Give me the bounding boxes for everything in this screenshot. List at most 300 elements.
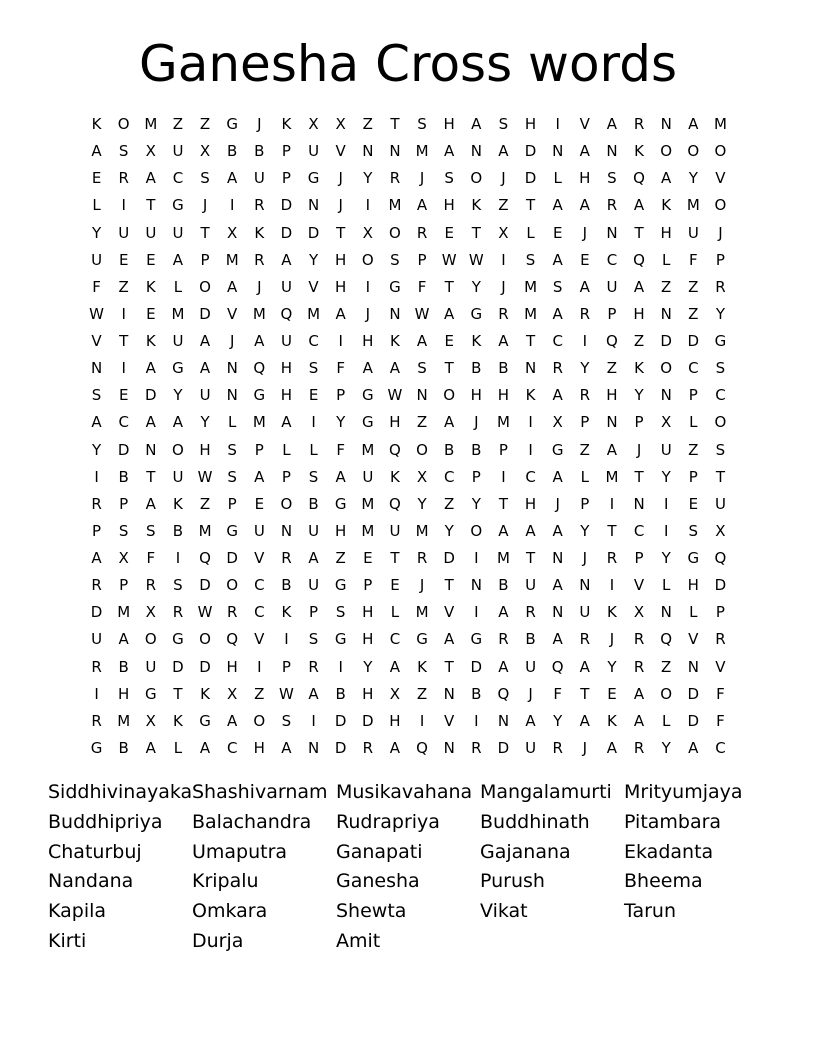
grid-cell[interactable]: Z (118, 277, 129, 296)
grid-cell[interactable]: A (444, 304, 455, 323)
grid-cell[interactable]: X (118, 549, 129, 568)
grid-cell[interactable]: X (498, 223, 509, 242)
grid-cell[interactable]: S (552, 277, 563, 296)
grid-cell[interactable]: I (94, 684, 99, 703)
grid-cell[interactable]: C (172, 169, 184, 188)
grid-cell[interactable]: K (634, 359, 644, 378)
grid-cell[interactable]: P (634, 549, 644, 568)
grid-cell[interactable]: X (227, 684, 238, 703)
grid-cell[interactable]: B (254, 142, 265, 161)
grid-cell[interactable]: N (470, 576, 482, 595)
grid-cell[interactable]: V (254, 630, 265, 649)
grid-cell[interactable]: K (390, 332, 400, 351)
grid-cell[interactable]: D (226, 549, 238, 568)
grid-cell[interactable]: N (145, 440, 157, 459)
grid-cell[interactable]: A (606, 440, 618, 459)
grid-cell[interactable]: S (308, 467, 319, 486)
grid-cell[interactable]: I (365, 196, 371, 215)
grid-cell[interactable]: G (362, 386, 374, 405)
grid-cell[interactable]: H (443, 115, 455, 134)
grid-cell[interactable]: W (441, 250, 457, 269)
grid-cell[interactable]: G (172, 630, 184, 649)
grid-cell[interactable]: V (335, 142, 346, 161)
grid-cell[interactable]: V (444, 711, 455, 730)
grid-cell[interactable]: D (524, 169, 537, 188)
grid-cell[interactable]: P (363, 576, 373, 595)
grid-cell[interactable]: H (389, 711, 401, 730)
grid-cell[interactable]: J (419, 169, 425, 188)
grid-cell[interactable]: N (552, 142, 564, 161)
grid-cell[interactable]: C (606, 250, 618, 269)
grid-cell[interactable]: O (117, 115, 130, 134)
grid-cell[interactable]: N (660, 115, 672, 134)
grid-cell[interactable]: B (118, 467, 129, 486)
grid-cell[interactable]: R (633, 738, 645, 757)
grid-cell[interactable]: R (579, 630, 591, 649)
grid-cell[interactable]: C (633, 521, 645, 540)
grid-cell[interactable]: K (145, 277, 156, 296)
grid-cell[interactable]: I (94, 467, 99, 486)
grid-cell[interactable]: K (281, 603, 292, 622)
grid-cell[interactable]: A (199, 359, 211, 378)
grid-cell[interactable]: E (91, 169, 102, 188)
grid-cell[interactable]: C (552, 332, 563, 351)
grid-cell[interactable]: O (199, 277, 211, 296)
grid-cell[interactable]: J (229, 332, 235, 351)
grid-cell[interactable]: A (579, 711, 590, 730)
grid-cell[interactable]: G (334, 494, 347, 513)
grid-cell[interactable]: U (280, 332, 292, 351)
grid-cell[interactable]: K (607, 711, 617, 730)
grid-cell[interactable]: I (284, 630, 289, 649)
grid-cell[interactable]: C (226, 738, 238, 757)
grid-cell[interactable]: U (280, 277, 292, 296)
grid-cell[interactable]: V (227, 304, 238, 323)
grid-cell[interactable]: A (362, 359, 373, 378)
grid-cell[interactable]: O (280, 494, 293, 513)
grid-cell[interactable]: S (146, 521, 156, 540)
grid-cell[interactable]: P (227, 494, 237, 513)
grid-cell[interactable]: L (173, 738, 183, 757)
grid-cell[interactable]: A (145, 169, 156, 188)
grid-cell[interactable]: A (199, 738, 211, 757)
grid-cell[interactable]: E (390, 576, 400, 595)
grid-cell[interactable]: U (660, 440, 672, 459)
grid-cell[interactable]: H (118, 684, 130, 703)
grid-cell[interactable]: H (226, 657, 238, 676)
grid-cell[interactable]: Z (416, 684, 428, 703)
grid-cell[interactable]: Y (363, 169, 373, 188)
grid-cell[interactable]: T (525, 549, 536, 568)
grid-cell[interactable]: N (606, 142, 618, 161)
grid-cell[interactable]: U (525, 576, 537, 595)
grid-cell[interactable]: R (416, 223, 428, 242)
grid-cell[interactable]: B (471, 440, 482, 459)
grid-cell[interactable]: K (417, 657, 427, 676)
grid-cell[interactable]: A (254, 332, 265, 351)
grid-cell[interactable]: P (715, 250, 725, 269)
grid-cell[interactable]: Q (280, 304, 293, 323)
grid-cell[interactable]: A (688, 738, 699, 757)
grid-cell[interactable]: Z (633, 332, 645, 351)
grid-cell[interactable]: H (280, 359, 293, 378)
grid-cell[interactable]: Y (308, 250, 319, 269)
grid-cell[interactable]: N (524, 359, 537, 378)
grid-cell[interactable]: T (336, 223, 346, 242)
grid-cell[interactable]: M (252, 304, 266, 323)
grid-cell[interactable]: A (416, 332, 428, 351)
grid-cell[interactable]: N (443, 738, 455, 757)
grid-cell[interactable]: I (474, 711, 479, 730)
grid-cell[interactable]: P (200, 250, 210, 269)
grid-cell[interactable]: X (145, 603, 156, 622)
grid-cell[interactable]: A (552, 304, 563, 323)
grid-cell[interactable]: A (227, 711, 238, 730)
grid-cell[interactable]: F (417, 277, 427, 296)
grid-cell[interactable]: P (688, 467, 698, 486)
grid-cell[interactable]: Y (580, 359, 590, 378)
grid-cell[interactable]: K (91, 115, 102, 134)
grid-cell[interactable]: S (498, 115, 509, 134)
grid-cell[interactable]: I (474, 603, 479, 622)
grid-cell[interactable]: K (173, 494, 183, 513)
grid-cell[interactable]: Y (553, 711, 563, 730)
grid-cell[interactable]: K (145, 332, 156, 351)
grid-cell[interactable]: M (415, 603, 429, 622)
grid-cell[interactable]: R (633, 630, 645, 649)
grid-cell[interactable]: Q (633, 250, 645, 269)
grid-cell[interactable]: W (279, 684, 294, 703)
grid-cell[interactable]: V (308, 277, 319, 296)
grid-cell[interactable]: P (336, 386, 346, 405)
grid-cell[interactable]: Y (688, 169, 698, 188)
grid-cell[interactable]: L (173, 277, 183, 296)
grid-cell[interactable]: Y (661, 738, 671, 757)
grid-cell[interactable]: T (607, 521, 617, 540)
grid-cell[interactable]: P (309, 603, 319, 622)
grid-cell[interactable]: N (687, 657, 699, 676)
grid-cell[interactable]: C (443, 467, 455, 486)
grid-cell[interactable]: U (308, 576, 320, 595)
grid-cell[interactable]: R (579, 304, 591, 323)
grid-cell[interactable]: M (198, 521, 212, 540)
grid-cell[interactable]: Z (335, 549, 346, 568)
grid-cell[interactable]: R (579, 386, 591, 405)
grid-cell[interactable]: J (474, 413, 479, 432)
grid-cell[interactable]: G (307, 169, 320, 188)
grid-cell[interactable]: J (528, 684, 533, 703)
grid-cell[interactable]: S (715, 359, 726, 378)
grid-cell[interactable]: L (689, 413, 698, 432)
grid-cell[interactable]: I (175, 549, 181, 568)
grid-cell[interactable]: Z (199, 494, 211, 513)
grid-cell[interactable]: N (497, 711, 510, 730)
grid-cell[interactable]: U (145, 223, 157, 242)
grid-cell[interactable]: V (688, 630, 699, 649)
grid-cell[interactable]: B (118, 657, 129, 676)
grid-cell[interactable]: K (281, 115, 292, 134)
grid-cell[interactable]: A (91, 413, 102, 432)
grid-cell[interactable]: O (144, 630, 157, 649)
grid-cell[interactable]: R (471, 738, 482, 757)
grid-cell[interactable]: P (92, 521, 102, 540)
grid-cell[interactable]: T (525, 332, 536, 351)
grid-cell[interactable]: I (365, 277, 371, 296)
grid-cell[interactable]: R (308, 657, 319, 676)
grid-cell[interactable]: H (687, 576, 699, 595)
grid-cell[interactable]: U (362, 467, 374, 486)
grid-cell[interactable]: I (311, 711, 316, 730)
grid-cell[interactable]: J (501, 277, 506, 296)
grid-cell[interactable]: O (714, 196, 727, 215)
grid-cell[interactable]: Z (444, 494, 455, 513)
grid-cell[interactable]: Y (91, 440, 102, 459)
grid-cell[interactable]: I (663, 521, 669, 540)
grid-cell[interactable]: A (498, 332, 509, 351)
grid-cell[interactable]: L (662, 250, 671, 269)
grid-cell[interactable]: Z (579, 440, 590, 459)
grid-cell[interactable]: A (552, 630, 563, 649)
grid-cell[interactable]: H (524, 494, 537, 513)
grid-cell[interactable]: Y (661, 467, 671, 486)
grid-cell[interactable]: R (633, 115, 645, 134)
grid-cell[interactable]: K (634, 142, 644, 161)
grid-cell[interactable]: A (227, 277, 238, 296)
grid-cell[interactable]: J (257, 115, 262, 134)
grid-cell[interactable]: W (414, 304, 430, 323)
grid-cell[interactable]: A (688, 115, 699, 134)
grid-cell[interactable]: F (553, 684, 562, 703)
grid-cell[interactable]: U (525, 738, 537, 757)
grid-cell[interactable]: L (553, 169, 562, 188)
grid-cell[interactable]: O (714, 142, 727, 161)
grid-cell[interactable]: C (715, 738, 726, 757)
grid-cell[interactable]: Q (633, 169, 645, 188)
grid-cell[interactable]: D (687, 332, 700, 351)
grid-cell[interactable]: H (497, 386, 510, 405)
grid-cell[interactable]: U (714, 494, 726, 513)
grid-cell[interactable]: A (444, 142, 455, 161)
grid-cell[interactable]: K (471, 196, 482, 215)
grid-cell[interactable]: C (254, 603, 265, 622)
grid-cell[interactable]: I (229, 196, 235, 215)
grid-cell[interactable]: O (687, 142, 700, 161)
grid-cell[interactable]: B (172, 521, 184, 540)
grid-cell[interactable]: U (91, 250, 103, 269)
grid-cell[interactable]: G (551, 440, 564, 459)
grid-cell[interactable]: I (121, 359, 126, 378)
grid-cell[interactable]: D (334, 711, 347, 730)
grid-cell[interactable]: R (281, 549, 292, 568)
grid-cell[interactable]: P (498, 440, 508, 459)
grid-cell[interactable]: G (470, 304, 483, 323)
grid-cell[interactable]: E (146, 304, 156, 323)
grid-cell[interactable]: T (525, 196, 536, 215)
grid-cell[interactable]: M (524, 277, 538, 296)
grid-cell[interactable]: X (145, 711, 156, 730)
grid-cell[interactable]: R (416, 549, 428, 568)
grid-cell[interactable]: B (227, 142, 238, 161)
grid-cell[interactable]: T (444, 657, 454, 676)
grid-cell[interactable]: T (390, 115, 400, 134)
grid-cell[interactable]: X (633, 603, 645, 622)
grid-cell[interactable]: Y (363, 657, 373, 676)
grid-cell[interactable]: B (471, 684, 482, 703)
grid-cell[interactable]: E (552, 223, 563, 242)
grid-cell[interactable]: Y (471, 277, 481, 296)
grid-cell[interactable]: U (308, 142, 320, 161)
grid-cell[interactable]: Z (254, 684, 265, 703)
grid-cell[interactable]: D (470, 657, 483, 676)
grid-cell[interactable]: A (444, 413, 455, 432)
grid-cell[interactable]: Z (498, 196, 509, 215)
grid-cell[interactable]: M (415, 521, 429, 540)
grid-cell[interactable]: A (227, 169, 238, 188)
grid-cell[interactable]: A (633, 196, 645, 215)
grid-cell[interactable]: A (281, 413, 292, 432)
grid-cell[interactable]: M (388, 196, 402, 215)
grid-cell[interactable]: J (582, 223, 588, 242)
grid-cell[interactable]: A (172, 250, 184, 269)
grid-cell[interactable]: C (688, 359, 699, 378)
grid-cell[interactable]: U (525, 657, 537, 676)
grid-cell[interactable]: M (361, 440, 375, 459)
grid-cell[interactable]: G (362, 413, 374, 432)
grid-cell[interactable]: D (334, 738, 347, 757)
grid-cell[interactable]: A (389, 657, 401, 676)
grid-cell[interactable]: F (92, 277, 101, 296)
grid-cell[interactable]: L (662, 711, 671, 730)
grid-cell[interactable]: O (389, 223, 401, 242)
grid-cell[interactable]: A (335, 467, 346, 486)
grid-cell[interactable]: X (227, 223, 238, 242)
grid-cell[interactable]: U (389, 521, 401, 540)
grid-cell[interactable]: P (688, 386, 698, 405)
grid-cell[interactable]: N (226, 386, 238, 405)
grid-cell[interactable]: V (633, 576, 645, 595)
grid-cell[interactable]: A (579, 277, 590, 296)
grid-cell[interactable]: Q (714, 549, 727, 568)
grid-cell[interactable]: F (716, 711, 725, 730)
grid-cell[interactable]: G (226, 521, 238, 540)
grid-cell[interactable]: P (119, 576, 129, 595)
grid-cell[interactable]: M (361, 521, 375, 540)
grid-cell[interactable]: Z (362, 115, 373, 134)
grid-cell[interactable]: G (226, 115, 238, 134)
grid-cell[interactable]: I (528, 413, 533, 432)
grid-cell[interactable]: C (118, 413, 129, 432)
grid-cell[interactable]: A (145, 738, 156, 757)
grid-cell[interactable]: N (470, 142, 482, 161)
grid-cell[interactable]: Y (715, 304, 726, 323)
grid-cell[interactable]: N (90, 359, 103, 378)
grid-cell[interactable]: M (496, 549, 510, 568)
grid-cell[interactable]: C (525, 467, 536, 486)
grid-cell[interactable]: B (525, 630, 536, 649)
grid-cell[interactable]: A (552, 196, 563, 215)
grid-cell[interactable]: U (199, 386, 211, 405)
grid-cell[interactable]: M (686, 196, 700, 215)
grid-cell[interactable]: Q (226, 630, 239, 649)
grid-cell[interactable]: E (580, 250, 590, 269)
grid-cell[interactable]: J (718, 223, 723, 242)
grid-cell[interactable]: X (389, 684, 401, 703)
grid-cell[interactable]: D (280, 223, 293, 242)
grid-cell[interactable]: W (197, 603, 213, 622)
grid-cell[interactable]: R (254, 196, 265, 215)
grid-cell[interactable]: Q (416, 738, 428, 757)
grid-cell[interactable]: A (281, 250, 292, 269)
grid-cell[interactable]: T (173, 684, 183, 703)
grid-cell[interactable]: I (257, 657, 262, 676)
grid-cell[interactable]: Y (634, 386, 644, 405)
grid-cell[interactable]: S (308, 359, 319, 378)
grid-cell[interactable]: E (363, 549, 373, 568)
grid-cell[interactable]: G (416, 630, 428, 649)
grid-cell[interactable]: R (498, 630, 509, 649)
grid-cell[interactable]: K (254, 223, 265, 242)
grid-cell[interactable]: A (633, 711, 645, 730)
grid-cell[interactable]: A (552, 521, 563, 540)
grid-cell[interactable]: L (228, 413, 237, 432)
grid-cell[interactable]: S (444, 169, 454, 188)
grid-cell[interactable]: L (580, 467, 589, 486)
grid-cell[interactable]: S (118, 521, 129, 540)
grid-cell[interactable]: D (660, 332, 672, 351)
grid-cell[interactable]: A (579, 142, 590, 161)
grid-cell[interactable]: A (552, 467, 563, 486)
grid-cell[interactable]: K (173, 711, 183, 730)
grid-cell[interactable]: G (172, 196, 184, 215)
grid-cell[interactable]: U (118, 223, 130, 242)
grid-cell[interactable]: O (660, 359, 673, 378)
grid-cell[interactable]: T (444, 277, 454, 296)
grid-cell[interactable]: T (444, 359, 454, 378)
grid-cell[interactable]: A (498, 521, 509, 540)
grid-cell[interactable]: J (636, 440, 642, 459)
grid-cell[interactable]: A (416, 196, 428, 215)
grid-cell[interactable]: Y (336, 413, 346, 432)
grid-cell[interactable]: I (528, 440, 533, 459)
grid-cell[interactable]: N (226, 359, 238, 378)
grid-cell[interactable]: X (362, 223, 373, 242)
grid-cell[interactable]: A (633, 684, 645, 703)
grid-cell[interactable]: T (390, 549, 400, 568)
grid-cell[interactable]: F (336, 440, 345, 459)
grid-cell[interactable]: R (172, 603, 184, 622)
grid-cell[interactable]: M (307, 304, 321, 323)
grid-cell[interactable]: Y (661, 549, 671, 568)
grid-cell[interactable]: N (606, 223, 618, 242)
grid-cell[interactable]: A (145, 413, 156, 432)
grid-cell[interactable]: X (145, 142, 156, 161)
grid-cell[interactable]: P (119, 494, 129, 513)
grid-cell[interactable]: Z (606, 359, 618, 378)
grid-cell[interactable]: H (362, 630, 374, 649)
grid-cell[interactable]: M (713, 115, 727, 134)
grid-cell[interactable]: Z (661, 277, 672, 296)
grid-cell[interactable]: U (145, 657, 157, 676)
grid-cell[interactable]: F (336, 359, 345, 378)
grid-cell[interactable]: S (688, 521, 699, 540)
grid-cell[interactable]: A (389, 738, 401, 757)
grid-cell[interactable]: K (390, 467, 400, 486)
grid-cell[interactable]: A (308, 549, 319, 568)
grid-cell[interactable]: E (444, 332, 454, 351)
grid-cell[interactable]: N (579, 576, 591, 595)
grid-cell[interactable]: Q (551, 657, 564, 676)
grid-cell[interactable]: Y (607, 657, 617, 676)
